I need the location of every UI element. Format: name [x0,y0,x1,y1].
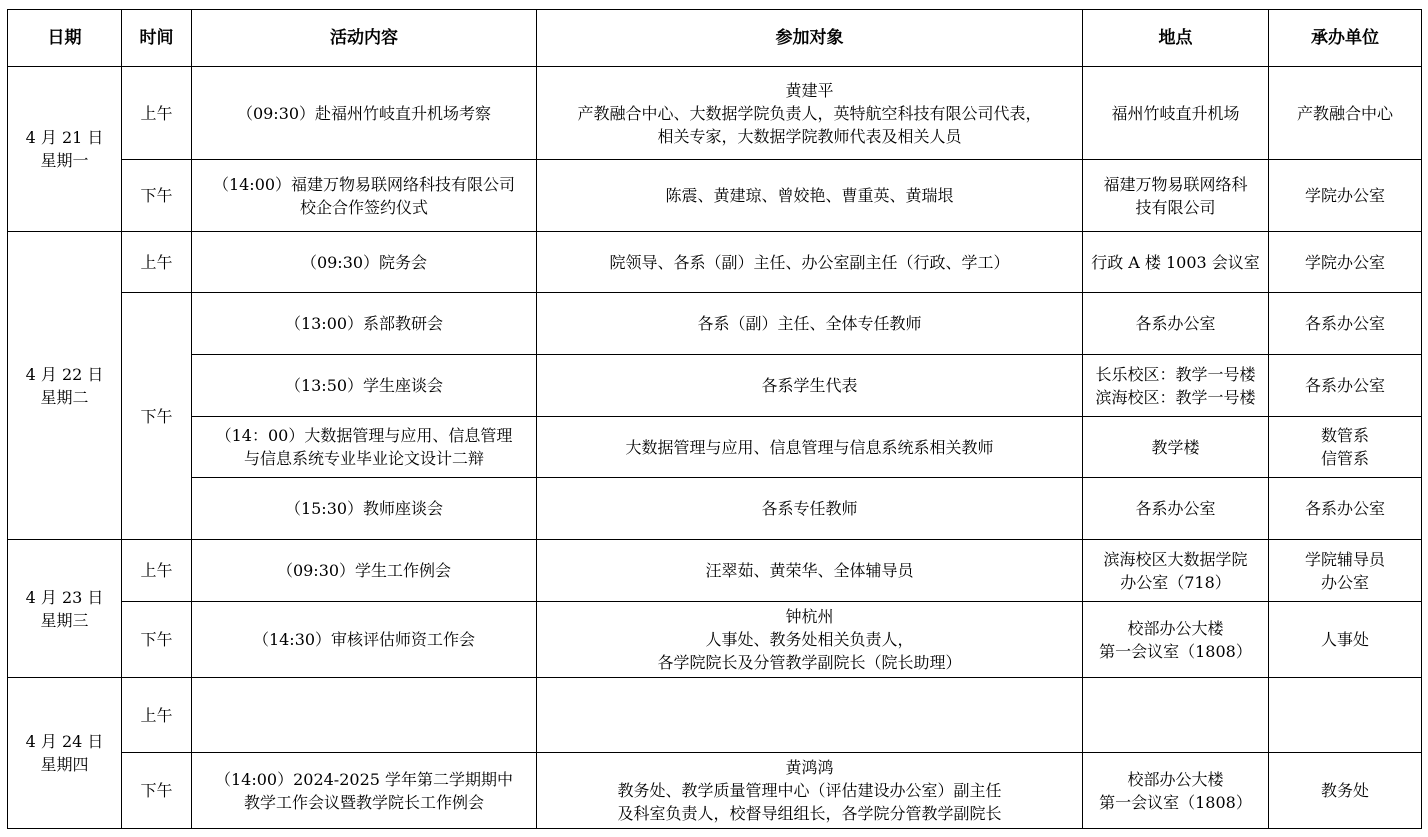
participants-cell: 陈震、黄建琼、曾姣艳、曹重英、黄瑞垠 [537,160,1083,232]
date-cell: 4 月 24 日 星期四 [8,678,122,829]
date-cell: 4 月 22 日 星期二 [8,232,122,540]
location-cell: 各系办公室 [1083,478,1269,540]
activity-cell: （14:30）审核评估师资工作会 [192,602,537,678]
participants-cell: 钟杭州 人事处、教务处相关负责人， 各学院院长及分管教学副院长（院长助理） [537,602,1083,678]
location-cell: 福建万物易联网络科 技有限公司 [1083,160,1269,232]
organizer-cell: 各系办公室 [1269,293,1422,355]
table-row [8,678,1422,753]
time-cell: 下午 [122,160,192,232]
organizer-cell [1269,678,1422,753]
time-cell: 下午 [122,293,192,540]
location-cell: 福州竹岐直升机场 [1083,67,1269,160]
header-activity: 活动内容 [192,10,537,67]
header-organizer: 承办单位 [1269,10,1422,67]
participants-cell: 黄建平 产教融合中心、大数据学院负责人，英特航空科技有限公司代表， 相关专家，大数据学院教师代表及相关人员 [537,67,1083,160]
location-cell: 长乐校区：教学一号楼 滨海校区：教学一号楼 [1083,355,1269,417]
organizer-cell: 人事处 [1269,602,1422,678]
header-location: 地点 [1083,10,1269,67]
organizer-cell: 产教融合中心 [1269,67,1422,160]
header-date: 日期 [8,10,122,67]
location-cell: 各系办公室 [1083,293,1269,355]
activity-cell [192,678,537,753]
header-participants: 参加对象 [537,10,1083,67]
organizer-cell: 学院办公室 [1269,160,1422,232]
activity-cell: （14:00）福建万物易联网络科技有限公司 校企合作签约仪式 [192,160,537,232]
time-cell: 下午 [122,602,192,678]
organizer-cell: 学院办公室 [1269,232,1422,293]
table-row [8,602,1422,678]
organizer-cell: 各系办公室 [1269,478,1422,540]
date-cell: 4 月 21 日 星期一 [8,67,122,232]
table-row [8,67,1422,160]
schedule-table [7,9,1422,829]
header-row [8,10,1422,67]
activity-cell: （14:00）2024-2025 学年第二学期期中 教学工作会议暨教学院长工作例会 [192,753,537,829]
date-cell: 4 月 23 日 星期三 [8,540,122,678]
table-row [8,753,1422,829]
activity-cell: （09:30）赴福州竹岐直升机场考察 [192,67,537,160]
participants-cell: 院领导、各系（副）主任、办公室副主任（行政、学工） [537,232,1083,293]
location-cell: 教学楼 [1083,417,1269,478]
activity-cell: （13:50）学生座谈会 [192,355,537,417]
time-cell: 下午 [122,753,192,829]
table-row [8,355,1422,417]
time-cell: 上午 [122,678,192,753]
organizer-cell: 教务处 [1269,753,1422,829]
participants-cell [537,678,1083,753]
activity-cell: （15:30）教师座谈会 [192,478,537,540]
table-row [8,160,1422,232]
participants-cell: 各系学生代表 [537,355,1083,417]
organizer-cell: 各系办公室 [1269,355,1422,417]
table-row [8,478,1422,540]
participants-cell: 大数据管理与应用、信息管理与信息系统系相关教师 [537,417,1083,478]
location-cell: 校部办公大楼 第一会议室（1808） [1083,753,1269,829]
table-row [8,417,1422,478]
header-time: 时间 [122,10,192,67]
location-cell: 滨海校区大数据学院 办公室（718） [1083,540,1269,602]
time-cell: 上午 [122,232,192,293]
table-row [8,540,1422,602]
activity-cell: （09:30）院务会 [192,232,537,293]
location-cell [1083,678,1269,753]
participants-cell: 各系（副）主任、全体专任教师 [537,293,1083,355]
time-cell: 上午 [122,540,192,602]
participants-cell: 黄鸿鸿 教务处、教学质量管理中心（评估建设办公室）副主任 及科室负责人，校督导组组长，各学院分管教学副院长 [537,753,1083,829]
activity-cell: （09:30）学生工作例会 [192,540,537,602]
location-cell: 校部办公大楼 第一会议室（1808） [1083,602,1269,678]
activity-cell: （14：00）大数据管理与应用、信息管理 与信息系统专业毕业论文设计二辩 [192,417,537,478]
location-cell: 行政 A 楼 1003 会议室 [1083,232,1269,293]
participants-cell: 汪翠茹、黄荣华、全体辅导员 [537,540,1083,602]
activity-cell: （13:00）系部教研会 [192,293,537,355]
table-row [8,232,1422,293]
organizer-cell: 数管系 信管系 [1269,417,1422,478]
organizer-cell: 学院辅导员 办公室 [1269,540,1422,602]
participants-cell: 各系专任教师 [537,478,1083,540]
time-cell: 上午 [122,67,192,160]
table-row [8,293,1422,355]
